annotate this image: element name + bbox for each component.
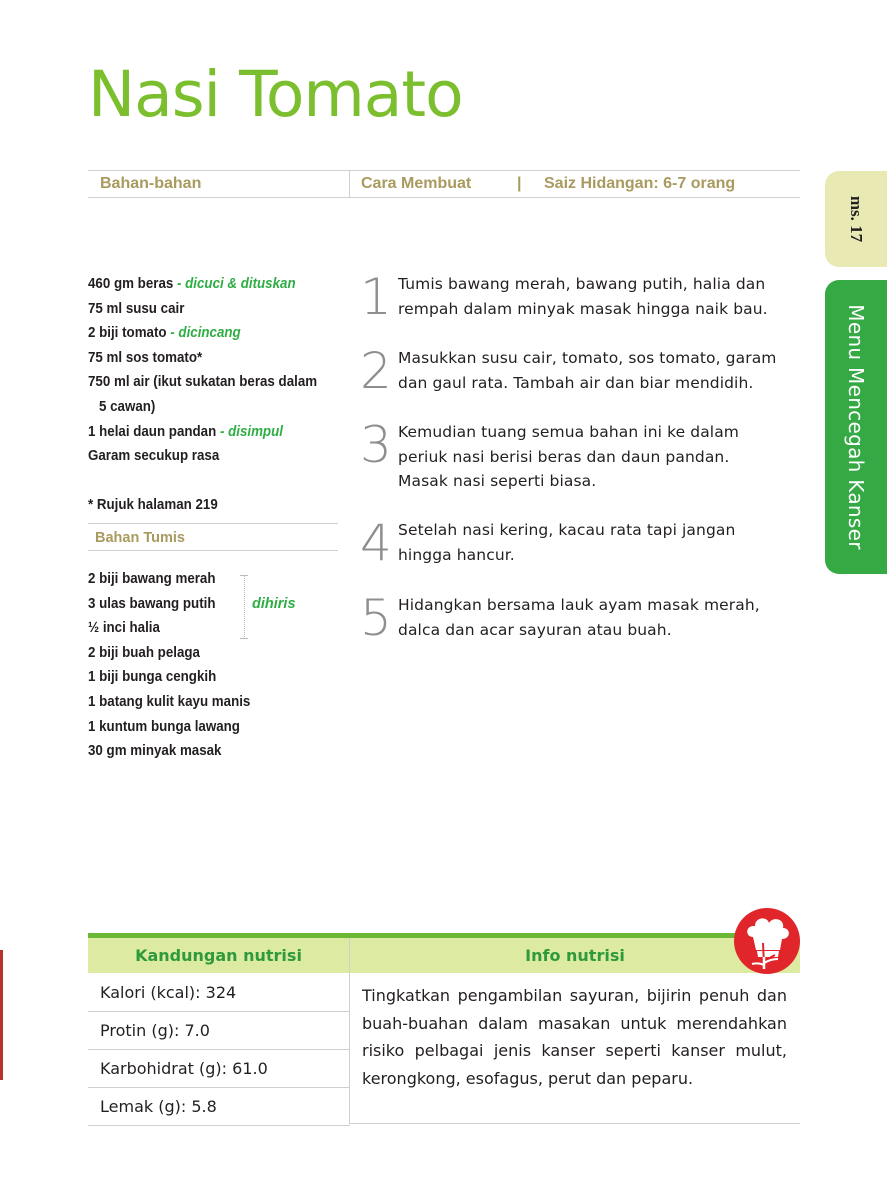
tumis-item: 30 gm minyak masak <box>88 743 222 759</box>
serving-size: Saiz Hidangan: 6-7 orang <box>544 175 736 192</box>
reference-note: * Rujuk halaman 219 <box>88 497 218 513</box>
header-pipe: | <box>517 175 522 192</box>
nutrition-info-heading: Info nutrisi <box>525 946 625 965</box>
recipe-title: Nasi Tomato <box>88 58 463 131</box>
tumis-top-rule <box>88 523 338 524</box>
nutrition-row: Kalori (kcal): 324 <box>88 974 350 1012</box>
nutrition-row: Protin (g): 7.0 <box>88 1012 350 1050</box>
page-edge-decoration <box>0 950 3 1080</box>
ingredient-item-continued: 5 cawan) <box>99 399 156 415</box>
bracket-note: dihiris <box>252 596 296 612</box>
page-number: ms. 17 <box>847 195 866 243</box>
tumis-item: 3 ulas bawang putih <box>88 596 216 612</box>
header-column-divider <box>349 171 350 198</box>
ingredient-item: 460 gm beras - dicuci & dituskan <box>88 276 296 292</box>
section-tab-label: Menu Mencegah Kanser <box>844 304 868 550</box>
nutrition-column-divider <box>349 938 350 1124</box>
header-top-rule <box>88 170 800 171</box>
nutrition-row: Karbohidrat (g): 61.0 <box>88 1050 350 1088</box>
ingredient-item: Garam secukup rasa <box>88 448 220 464</box>
tumis-item: 2 biji buah pelaga <box>88 645 200 661</box>
section-tab[interactable] <box>825 280 887 574</box>
ingredient-item: 75 ml susu cair <box>88 301 185 317</box>
tumis-item: 1 batang kulit kayu manis <box>88 694 251 710</box>
tumis-item: 1 kuntum bunga lawang <box>88 719 240 735</box>
step-text: Masukkan susu cair, tomato, sos tomato, garam dan gaul rata. Tambah air dan biar mendidih. <box>398 349 777 392</box>
step-text: Setelah nasi kering, kacau rata tapi jangan hingga hancur. <box>398 521 736 564</box>
nutrition-bottom-rule <box>350 1123 800 1124</box>
tumis-bottom-rule <box>88 550 338 551</box>
header-bottom-rule <box>88 197 800 198</box>
nutrition-content-heading: Kandungan nutrisi <box>135 946 302 965</box>
nutrition-info-text: Tingkatkan pengambilan sayuran, bijirin penuh dan buah-buahan dalam masakan untuk merendahkan risiko pelbagai jenis kanser seperti kanser mulut, kerongkong, esofagus, perut dan peparu. <box>362 986 787 1088</box>
ingredient-item: 1 helai daun pandan - disimpul <box>88 424 283 440</box>
step-text: Hidangkan bersama lauk ayam masak merah, dalca dan acar sayuran atau buah. <box>398 596 760 639</box>
tumis-item: 2 biji bawang merah <box>88 571 216 587</box>
method-heading: Cara Membuat <box>361 175 472 192</box>
ingredient-item: 75 ml sos tomato* <box>88 350 203 366</box>
page-number-tab[interactable] <box>825 171 887 267</box>
step-number: 5 <box>360 589 392 647</box>
nutrition-header-left <box>88 938 349 973</box>
tumis-item: ½ inci halia <box>88 620 160 636</box>
step-number: 3 <box>360 416 392 474</box>
tumis-item: 1 biji bunga cengkih <box>88 669 217 685</box>
ingredients-heading: Bahan-bahan <box>100 175 202 192</box>
nutrition-row: Lemak (g): 5.8 <box>88 1088 350 1126</box>
ingredient-item: 750 ml air (ikut sukatan beras dalam <box>88 374 318 390</box>
step-number: 2 <box>360 342 392 400</box>
step-number: 4 <box>360 514 392 572</box>
step-text: Kemudian tuang semua bahan ini ke dalam periuk nasi berisi beras dan daun pandan. Masak nasi seperti biasa. <box>398 423 739 490</box>
step-number: 1 <box>360 268 392 326</box>
chef-hat-logo-icon <box>733 907 801 975</box>
step-text: Tumis bawang merah, bawang putih, halia dan rempah dalam minyak masak hingga naik bau. <box>398 275 768 318</box>
bracket-marker <box>236 575 245 639</box>
tumis-heading: Bahan Tumis <box>95 530 185 546</box>
ingredient-item: 2 biji tomato - dicincang <box>88 325 241 341</box>
